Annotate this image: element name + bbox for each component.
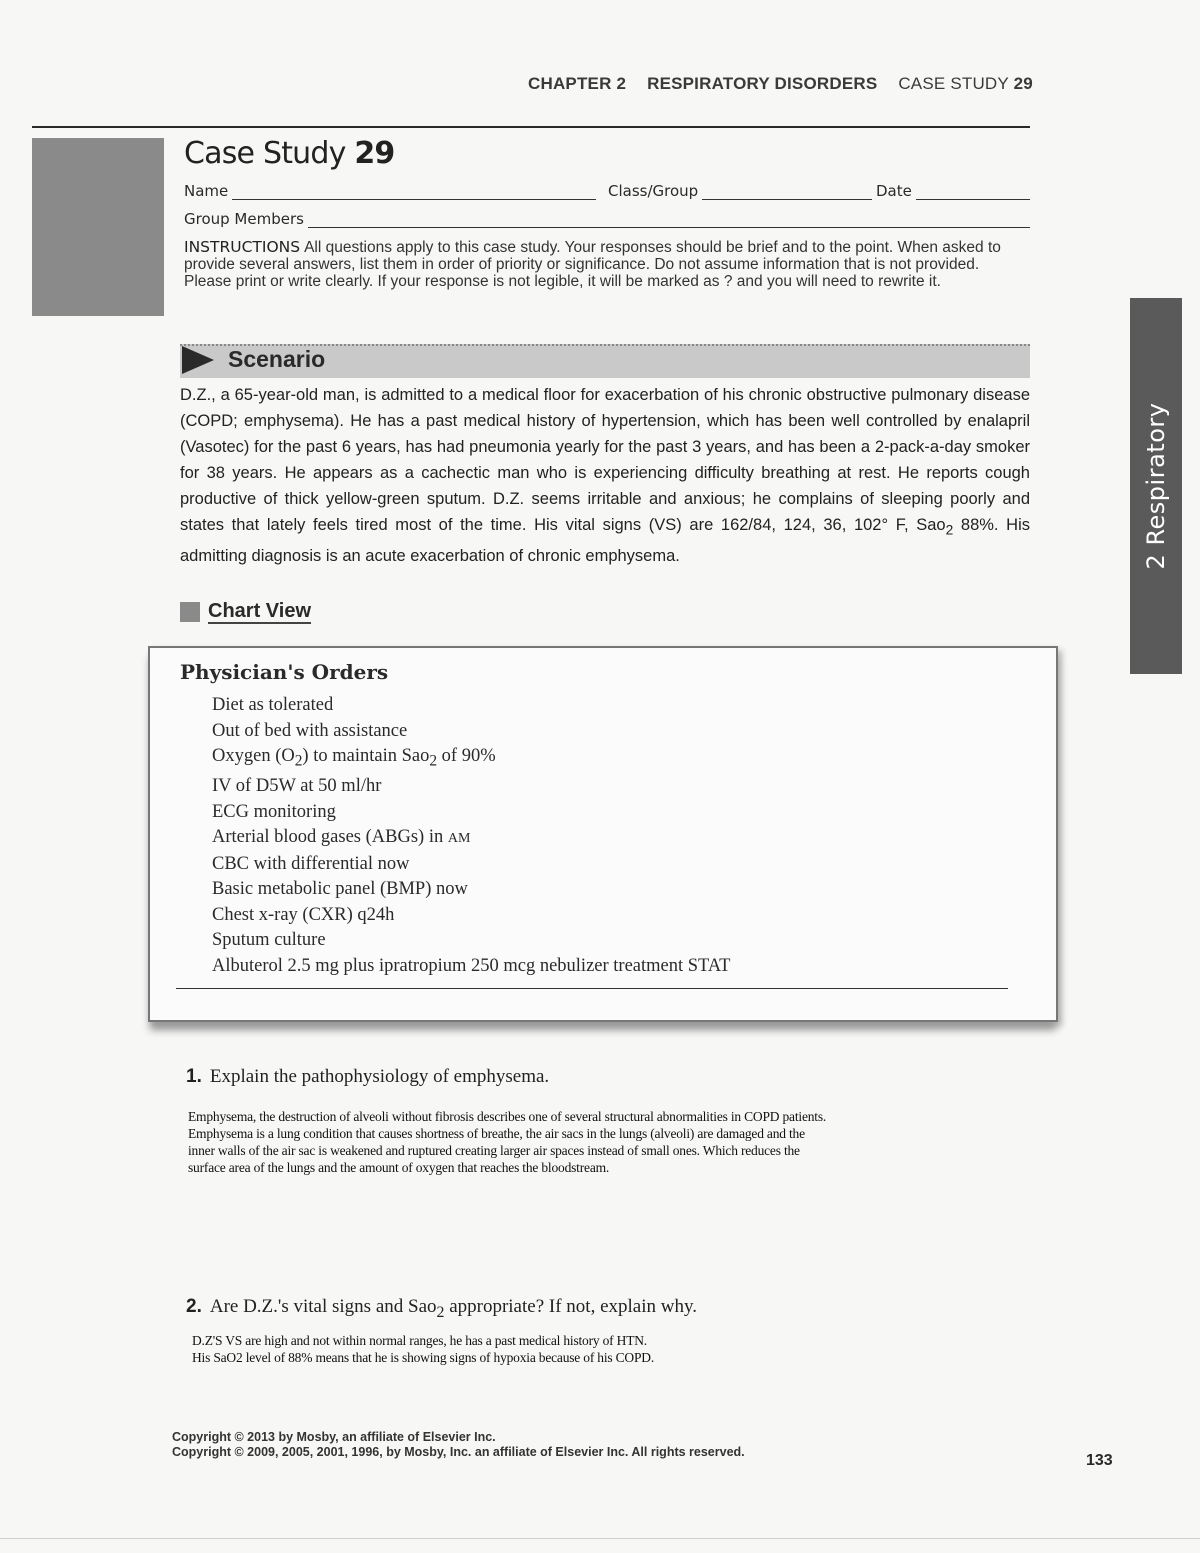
copyright-notice: Copyright © 2013 by Mosby, an affiliate of Elsevier Inc. Copyright © 2009, 2005, 2001, 1996, by Mosby, Inc. an affiliate of Elsevier Inc. All rights reserved. <box>172 1430 745 1459</box>
class-group-line[interactable] <box>702 184 872 200</box>
square-bullet-icon <box>180 602 200 622</box>
chart-view-title: Chart View <box>208 600 311 622</box>
case-study-label: CASE STUDY 29 <box>898 74 1033 93</box>
group-members-line[interactable] <box>308 213 1030 228</box>
question-1 <box>186 1066 549 1088</box>
order-item: ECG monitoring <box>212 801 336 822</box>
group-members-label: Group Members <box>184 210 304 228</box>
scenario-text: D.Z., a 65-year-old man, is admitted to a medical floor for exacerbation of his chronic obstructive pulmonary disease (COPD; emphysema). He has a past medical history of hypertension, which has been well controlled by enalapril (Vasotec) for the past 6 years, has had pneumonia yearly for the past 3 years, and has been a 2-pack-a-day smoker for 38 years. He appears as a cachectic man who is experiencing difficulty breathing at rest. He reports cough productive of thick yellow-green sputum. D.Z. seems irritable and anxious; he complains of sleeping poorly and states that lately feels tired most of the time. His vital signs (VS) are 162/84, 124, 36, 102° F, Sao$_2$ 88%. His admitting diagnosis is an acute exacerbation of chronic emphysema. <box>180 386 1030 566</box>
instructions-label: INSTRUCTIONS <box>184 238 301 256</box>
chart-view-header <box>180 600 311 624</box>
decorative-gray-block <box>32 138 164 316</box>
order-item: Sputum culture <box>212 930 326 951</box>
chapter-label: CHAPTER 2 <box>528 74 627 93</box>
date-line[interactable] <box>916 184 1030 200</box>
name-line[interactable] <box>232 184 596 200</box>
class-group-label: Class/Group <box>608 182 699 200</box>
class-group-field[interactable] <box>608 182 872 200</box>
group-members-field[interactable] <box>184 210 1030 228</box>
name-field[interactable] <box>184 182 596 200</box>
question-number: 1. <box>186 1066 202 1087</box>
order-item: Diet as tolerated <box>212 695 334 715</box>
bottom-scan-edge <box>0 1538 1200 1539</box>
date-field[interactable] <box>876 182 1030 200</box>
order-item: Out of bed with assistance <box>212 720 408 741</box>
question-text: Explain the pathophysiology of emphysema. <box>209 1066 550 1087</box>
order-item: IV of D5W at 50 ml/hr <box>212 776 382 797</box>
order-item: Basic metabolic panel (BMP) now <box>212 879 468 900</box>
running-header <box>528 74 1033 94</box>
page-title: Case Study 29 <box>184 136 395 171</box>
title-number: 29 <box>354 136 395 171</box>
instructions-block <box>184 239 1030 290</box>
order-item: Albuterol 2.5 mg plus ipratropium 250 mcg nebulizer treatment STAT <box>212 955 731 976</box>
instructions-text: All questions apply to this case study. Your responses should be brief and to the point. When asked to provide several answers, list them in order of priority or significance. Do not assume information that is not provided. Please print or write clearly. If your response is not legible, it will be marked as ? and you will need to rewrite it. <box>184 239 1001 290</box>
play-arrow-icon <box>182 346 214 374</box>
scenario-title: Scenario <box>228 346 326 372</box>
order-item: Oxygen $(O_2)$ to maintain Sao$_2$ of 90% <box>212 746 496 770</box>
case-study-number: 29 <box>1013 74 1033 93</box>
side-tab-label: 2 Respiratory <box>1142 402 1170 570</box>
name-label: Name <box>184 182 229 200</box>
physicians-orders-list <box>212 693 730 979</box>
section-label: RESPIRATORY DISORDERS <box>647 74 878 93</box>
order-item: CBC with differential now <box>212 853 410 874</box>
student-info-row <box>184 182 1030 208</box>
order-item: Arterial blood gases (ABGs) in AM <box>212 827 471 848</box>
question-number: 2. <box>186 1296 202 1317</box>
answer-1: Emphysema, the destruction of alveoli without fibrosis describes one of several structural abnormalities in COPD patients. Emphysema is a lung condition that causes shortness of breathe, the air sacs in the lungs (alveoli) are damaged and the inner walls of the air sac is weakened and ruptured creating larger air spaces instead of small ones. Which reduces the surface area of the lungs and the amount of oxygen that reaches the bloodstream. <box>188 1109 827 1175</box>
orders-divider <box>176 988 1008 989</box>
question-text: Are D.Z.'s vital signs and Sao$_2$ appropriate? If not, explain why. <box>209 1296 697 1321</box>
top-divider <box>32 126 1030 128</box>
question-2 <box>186 1296 697 1322</box>
physicians-orders-title: Physician's Orders <box>180 660 389 684</box>
date-label: Date <box>876 182 912 200</box>
order-item: Chest x-ray (CXR) q24h <box>212 904 395 925</box>
page-number: 133 <box>1086 1452 1113 1469</box>
answer-2: D.Z'S VS are high and not within normal ranges, he has a past medical history of HTN. His SaO2 level of 88% means that he is showing signs of hypoxia because of his COPD. <box>192 1333 655 1365</box>
chapter-side-tab <box>1130 298 1182 674</box>
